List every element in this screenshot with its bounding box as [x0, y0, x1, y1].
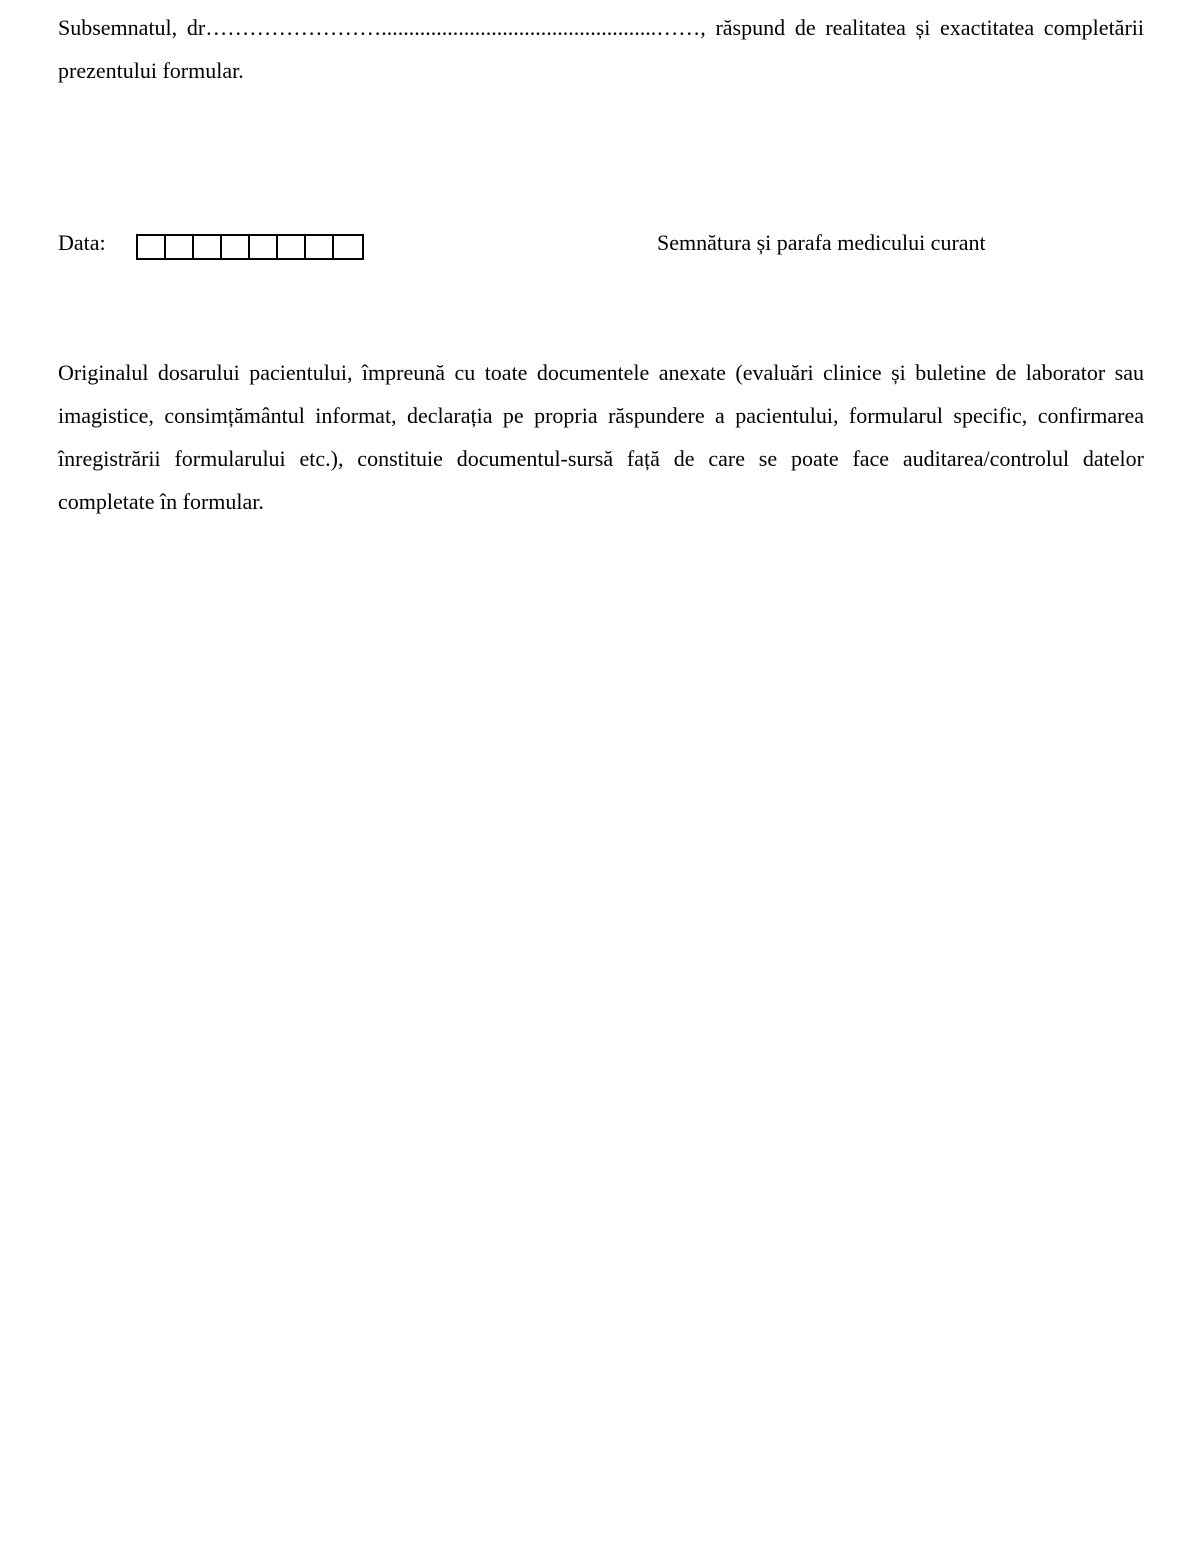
date-digit-box[interactable]	[222, 236, 250, 258]
date-label: Data:	[58, 230, 106, 255]
date-digit-box[interactable]	[166, 236, 194, 258]
date-digit-box[interactable]	[306, 236, 334, 258]
date-digit-box[interactable]	[194, 236, 222, 258]
date-digit-box[interactable]	[250, 236, 278, 258]
source-document-note: Originalul dosarului pacientului, împreună cu toate documentele anexate (evaluări clinice și buletine de laborator sau imagistice, consimțământul informat, declarația pe propria răspundere a pacientului, formularul specific, confirmarea înregistrării formularului etc.), constituie documentul-sursă față de care se poate face auditarea/controlul datelor completate în formular.	[58, 360, 1144, 514]
signature-label: Semnătura și parafa medicului curant	[657, 230, 986, 255]
date-digit-box[interactable]	[334, 236, 362, 258]
date-input-boxes[interactable]	[136, 234, 364, 260]
date-digit-box[interactable]	[278, 236, 306, 258]
date-digit-box[interactable]	[138, 236, 166, 258]
doctor-declaration-text: Subsemnatul, dr……………………..................................................……, răspund de realitatea și exactitatea completării prezentului formular.	[58, 15, 1144, 83]
